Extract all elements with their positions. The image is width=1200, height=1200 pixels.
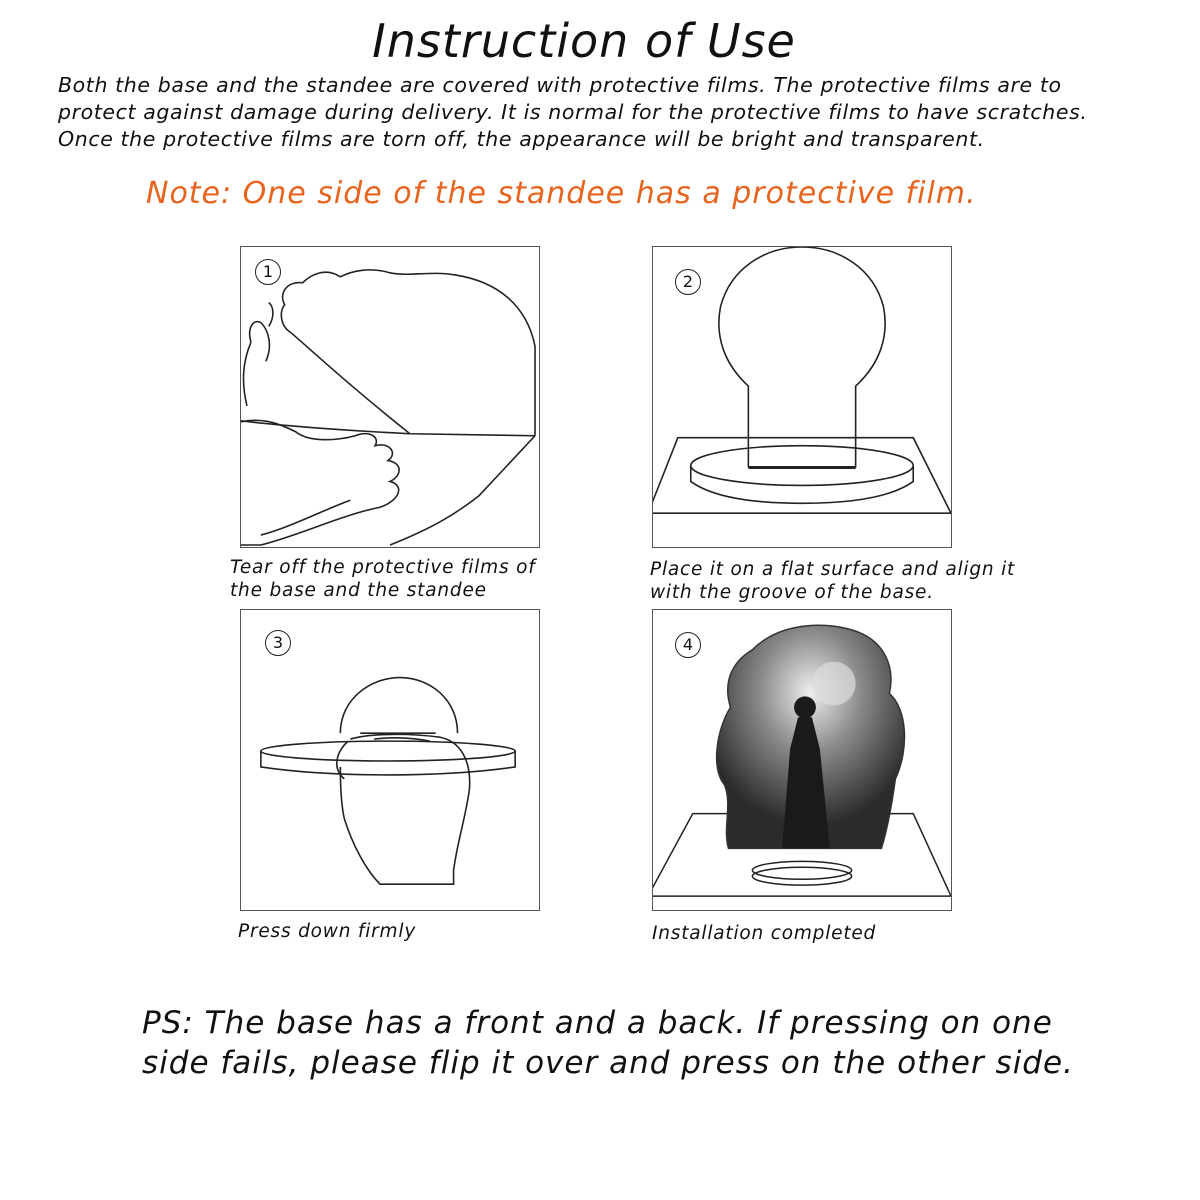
caption-line: the base and the standee — [230, 580, 487, 601]
ps-line: PS: The base has a front and a back. If pressing on one — [142, 1005, 1053, 1041]
caption-line: Tear off the protective films of — [230, 557, 536, 578]
caption-line: Installation completed — [652, 923, 877, 944]
step-4-caption — [652, 922, 1072, 945]
step-1-panel — [240, 246, 540, 548]
intro-line: Once the protective films are torn off, the appearance will be bright and transparent. — [58, 127, 985, 151]
step-number-badge: 1 — [255, 259, 281, 285]
step-1-caption — [230, 556, 590, 602]
caption-line: with the groove of the base. — [650, 582, 934, 603]
step-3-panel — [240, 609, 540, 911]
step-2-caption — [650, 558, 1070, 604]
intro-paragraph — [58, 72, 1168, 153]
step-2-panel — [652, 246, 952, 548]
note-text: Note: One side of the standee has a protective film. — [146, 176, 977, 211]
step-number-badge: 3 — [265, 630, 291, 656]
finished-standee-illustration — [653, 610, 951, 910]
standee-on-base-illustration — [653, 247, 951, 547]
step-number-badge: 2 — [675, 269, 701, 295]
press-hand-illustration — [241, 610, 539, 910]
intro-line: protect against damage during delivery. It is normal for the protective films to have scratches. — [58, 100, 1088, 124]
caption-line: Press down firmly — [238, 921, 417, 942]
step-4-panel — [652, 609, 952, 911]
step-number-badge: 4 — [675, 632, 701, 658]
page-title: Instruction of Use — [372, 14, 796, 68]
caption-line: Place it on a flat surface and align it — [650, 559, 1016, 580]
peel-film-hand-illustration — [241, 247, 539, 547]
ps-footer-note — [142, 1003, 1152, 1083]
step-3-caption — [238, 920, 598, 943]
ps-line: side fails, please flip it over and press on the other side. — [142, 1045, 1074, 1081]
intro-line: Both the base and the standee are covered with protective films. The protective films are to — [58, 73, 1062, 97]
